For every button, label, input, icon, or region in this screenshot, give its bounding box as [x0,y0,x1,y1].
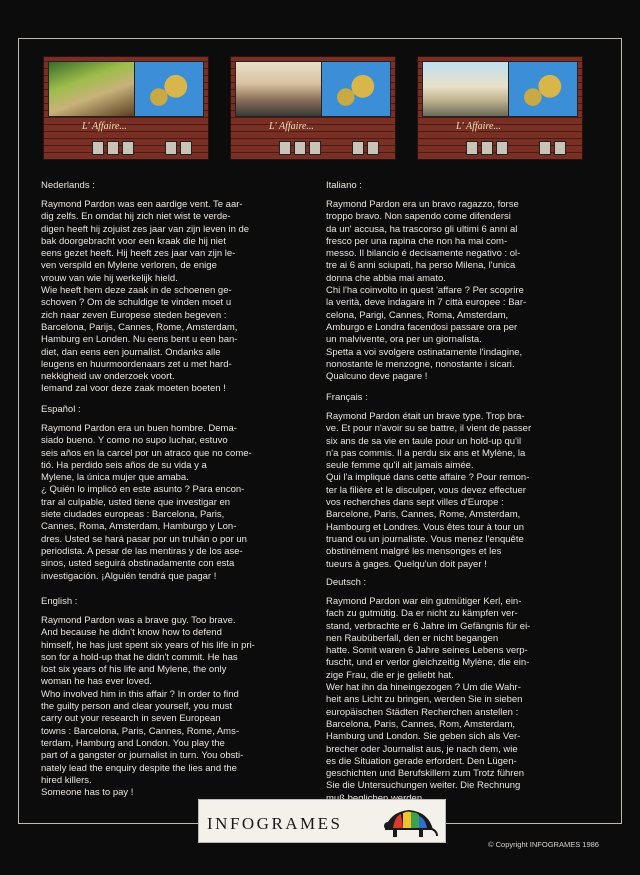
section-text: Raymond Pardon era un buen hombre. Dema- siado bueno. Y como no supo luchar, estuvo seis años en la carcel por un atraco que no come- tió. Ha perdido seis años de su vida y a Mylene, la única mujer que amaba. ¿ Quién lo implicó en este asunto ? Para encon- trar al culpable, usted tiene que investigar en siete ciudades europeas : Barcelona, Paris, Cannes, Roma, Amsterdam, Hamburgo y Lon- dres. Usted se hará pasar por un truhán o por un periodista. A pesar de las mentiras y de los ase- sinos, usted seguirá obstinadamente con esta investigación. ¡Alguién tendrá que pagar ! [41,423,252,582]
copyright-notice: © Copyright INFOGRAMES 1986 [488,840,599,849]
game-logo: L' Affaire... [82,121,127,132]
europe-map-image [321,61,391,117]
section-heading: Italiano : [326,180,362,191]
armadillo-logo-icon [379,804,439,840]
section-text: Raymond Pardon war ein gutmütiger Kerl, ein- fach zu gutmütig. Da er nicht zu kämpfen ver- stand, verbrachte er 6 Jahre im Gefängnis für ei- nen Raubüberfall, den er nicht begangen hatte. Somit waren 6 Jahre seines Lebens verp- fuscht, und er verlor gleichzeitig Mylène, die ein- zige Frau, die er je geliebt hat. Wer hat ihn da hineingezogen ? Um die Wahr- heit ans Licht zu bringen, werden Sie in sieben europäischen Städten Recherchen anstellen : Barcelona, Paris, Cannes, Rom, Amsterdam, Hamburg und London. Sie geben sich als Ver- brecher oder Journalist aus, je nach dem, wie es die Situation gerade erfordert. Den Lügen- geschichten und Berufskillern zum Trotz führen Sie die Untersuchungen weiter. Die Rechnung [326,596,531,792]
scene-image [48,61,136,117]
game-screenshot-3 [417,56,583,160]
section-text: Raymond Pardon was a brave guy. Too brave. And because he didn't know how to defend himself, he has just spent six years of his life in pri- son for a hold-up that he didn't commit. He has lost six years of his life and Mylene, the only woman he has ever loved. Who involved him in this affair ? In order to find the guilty person and clear yourself, you must carry out your research in seven European towns : Barcelona, Paris, Cannes, Rome, Ams- terdam, Hamburg and London. You play the part of a gangster or journalist in turn. You obsti- nately lead the enquiry despite the lies and the hired killers. Someone has to pay ! [41,615,255,799]
scene-image [235,61,323,117]
game-logo: L' Affaire... [456,121,501,132]
game-logo: L' Affaire... [269,121,314,132]
publisher-name: INFOGRAMES [207,814,343,833]
section-heading: English : [41,596,78,607]
section-text: Raymond Pardon era un bravo ragazzo, forse troppo bravo. Non sapendo come difendersi da un' accusa, ha trascorso gli ultimi 6 anni al fresco per una rapina che non ha mai com- messo. Il bilancio é decisamente negativo : ol- tre ai 6 anni sciupati, ha perso Milena, l'unica donna che abbia mai amato. Chi l'ha coinvolto in quest 'affare ? Per scoprire la verità, deve indagare in 7 città europee : Bar- celona, Parigi, Cannes, Roma, Amsterdam, Amburgo e Londra facendosi passare ora per un malvivente, ora per un giornalista. Spetta a voi svolgere ostinatamente l'indagine, nonostante le menzogne, nonostante i sicari. Qualcuno deve pagare ! [326,199,527,383]
europe-map-image [134,61,204,117]
section-heading: Français : [326,392,368,403]
section-francais [326,392,582,571]
section-text: Raymond Pardon was een aardige vent. Te aar- dig zelfs. En omdat hij zich niet wist te verde- digen heeft hij zojuist zes jaar van zijn leven in de bak doorgebracht voor een kraak die hij niet eens gezet heeft. Hij heeft zes jaar van zijn le- ven verspild en Mylene verloren, de enige vrouw van wie hij werkelijk hield. Wie heeft hem deze zaak in de schoenen ge- schoven ? Om de schuldige te vinden moet u zich naar zeven Europese steden begeven : Barcelona, Parijs, Cannes, Rome, Amsterdam, Hamburg en Londen. Nu eens bent u een ban- diet, dan eens een journalist. Ondanks alle leugens en huurmoordenaars zet u met hard- nekkigheid uw onderzoek voort. Iemand zal voor deze zaak moeten boeten ! [41,199,250,395]
publisher-logo [198,799,446,843]
game-screenshot-1 [43,56,209,160]
section-heading: Español : [41,404,81,415]
section-heading: Nederlands : [41,180,95,191]
section-italiano [326,180,582,383]
game-screenshot-2 [230,56,396,160]
section-nederlands [41,180,297,396]
toolbar-icons [44,141,208,155]
europe-map-image [508,61,578,117]
section-espanol [41,404,297,583]
section-text: Raymond Pardon était un brave type. Trop bra- ve. Et pour n'avoir su se battre, il vient de passer six ans de sa vie en taule pour un hold-up qu'il n'a pas commis. Il a perdu six ans et Mylène, la seule femme qu'il ait jamais aimée. Qui l'a impliqué dans cette affaire ? Pour remon- ter la filière et le disculper, vous devez effectuer vos recherches dans sept villes d'Europe : Barcelone, Paris, Cannes, Rome, Amsterdam, Hambourg et Londres. Vous êtes tour à tour un truand ou un journaliste. Vous menez l'enquête obstinément malgré les mensonges et les tueurs à gages. Quelqu'un doit payer ! [326,411,532,570]
toolbar-icons [231,141,395,155]
scene-image [422,61,510,117]
toolbar-icons [418,141,582,155]
section-deutsch [326,577,582,805]
section-heading: Deutsch : [326,577,367,588]
section-english [41,596,297,799]
